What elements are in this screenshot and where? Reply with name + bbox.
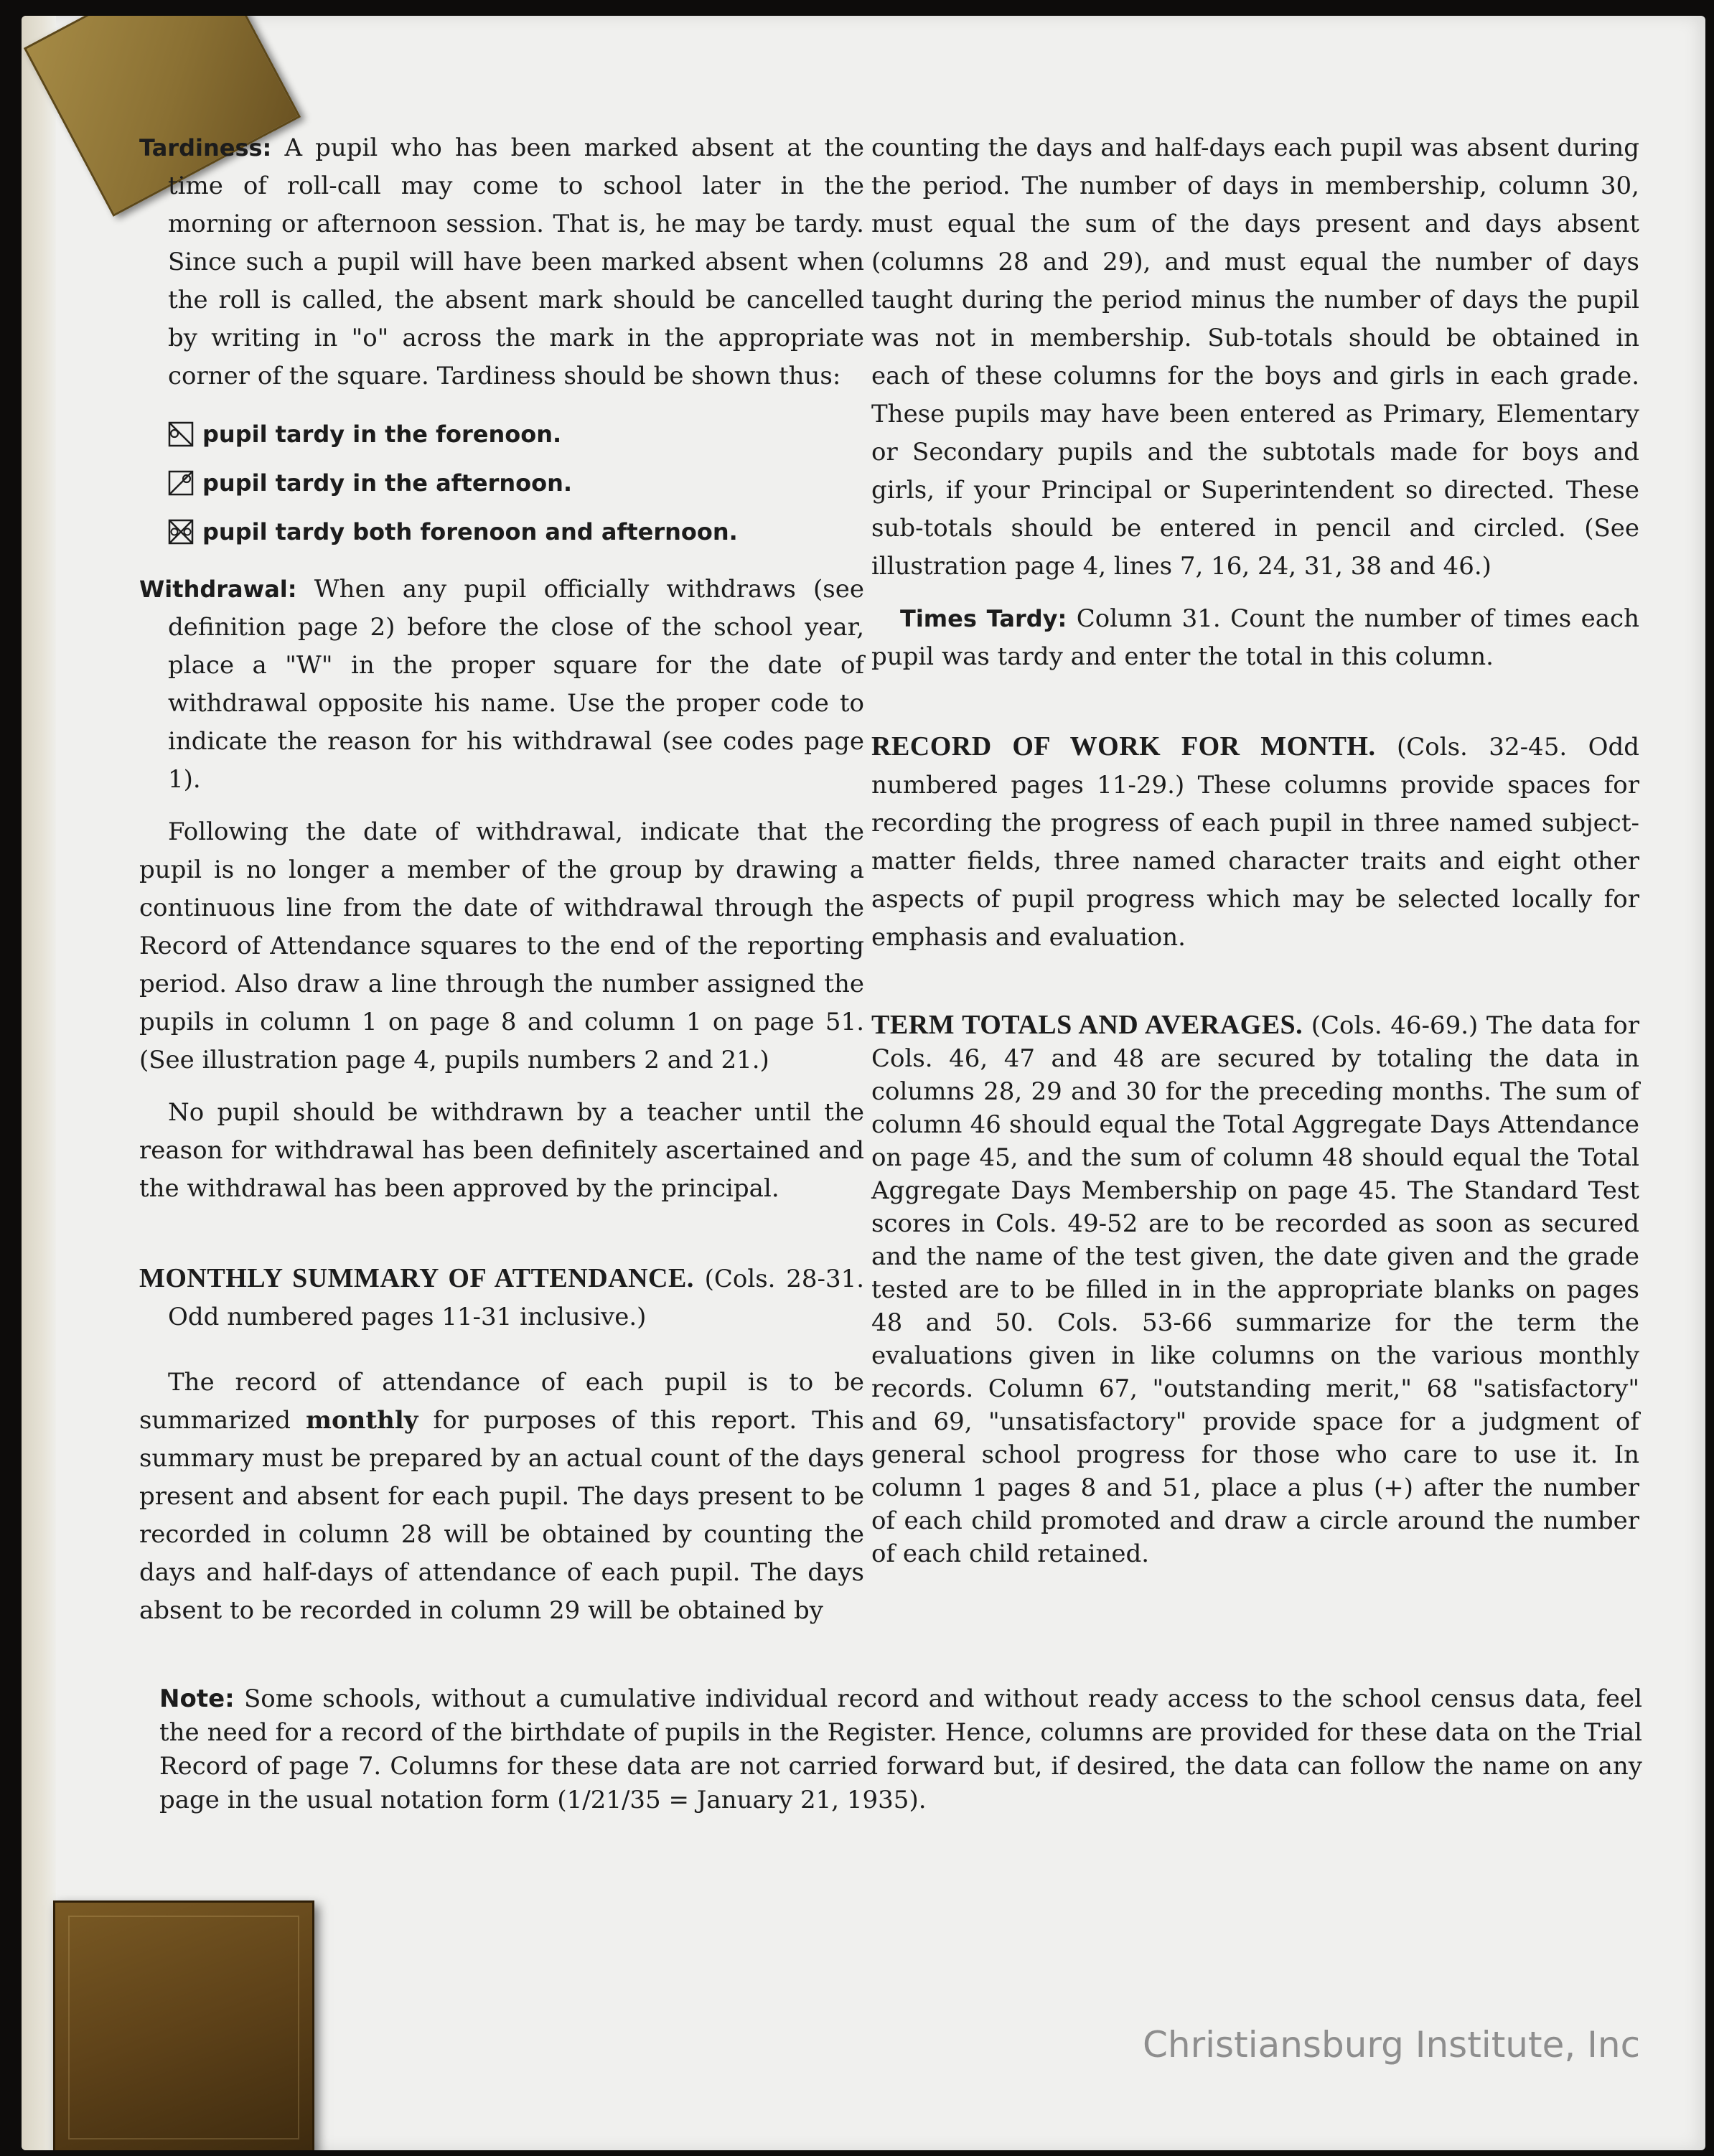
term-totals-text: (Cols. 46-69.) The data for Cols. 46, 47 and 48 are secured by totaling the data in columns 28, 29 and 30 for the preceding months. The sum of column 46 should equal the Total Aggregate Days Attendance on page 45, and the sum of column 48 should equal the Total Aggregate Days Membership on page 45. The Standard Test scores in Cols. 49-52 are to be recorded as soon as secured and the name of the test given, the date given and the grade tested are to be filled in in the appropriate blanks on pages 48 and 50. Cols. 53-66 summarize for the term the evaluations given in like columns on the various monthly records. Column 67, "outstanding merit," 68 "satisfactory" and 69, "unsatisfactory" provide space for a judgment of general school progress for those who care to use it. In column 1 pages 8 and 51, place a plus (+) after the number of each child promoted and draw a circle around the number of each child retained.: [871, 1011, 1639, 1568]
tardy-both-item: [168, 507, 864, 556]
monthly-summary-heading-paragraph: [139, 1260, 864, 1336]
watermark-text: Christiansburg Institute, Inc: [1143, 2024, 1641, 2066]
monthly-summary-text-after: for purposes of this report. This summary must be prepared by an actual count of the days present and absent for each pupil. The days present to be recorded in column 28 will be obtained by counting the days and half-days of attendance of each pupil. The days absent to be recorded in column 29 will be obtained by: [139, 1406, 864, 1625]
both-tardy-square-icon: [168, 519, 194, 545]
left-column: [139, 129, 864, 1630]
withdrawal-paragraph-2: Following the date of withdrawal, indicate that the pupil is no longer a member of the group by drawing a continuous line from the date of withdrawal through the Record of Attendance squares to the end of the reporting period. Also draw a line through the number assigned the pupils in column 1 on page 8 and column 1 on page 51. (See illustration page 4, pupils numbers 2 and 21.): [139, 817, 864, 1074]
note-label: Note:: [159, 1684, 235, 1713]
monthly-summary-heading: MONTHLY SUMMARY OF ATTENDANCE.: [139, 1263, 694, 1293]
tardiness-label: Tardiness:: [139, 134, 272, 161]
forenoon-tardy-square-icon: [168, 421, 194, 447]
note-paragraph: [159, 1682, 1642, 1817]
afternoon-tardy-square-icon: [168, 470, 194, 496]
record-of-work-heading: RECORD OF WORK FOR MONTH.: [871, 731, 1376, 761]
record-of-work-paragraph: [871, 728, 1639, 957]
withdrawal-paragraph: [139, 571, 864, 799]
tardy-afternoon-text: pupil tardy in the afternoon.: [202, 469, 573, 497]
monthly-summary-paragraph: [139, 1364, 864, 1630]
term-totals-heading: TERM TOTALS AND AVERAGES.: [871, 1010, 1303, 1040]
tardiness-text: A pupil who has been marked absent at the time of roll-call may come to school later in the morning or afternoon session. That is, he may be tardy. Since such a pupil will have been marked absent when the roll is called, the absent mark should be cancelled by writing in "o" across the mark in the appropriate corner of the square. Tardiness should be shown thus:: [168, 133, 864, 390]
bottom-binder-clip: [53, 1900, 314, 2150]
record-of-work-text: (Cols. 32-45. Odd numbered pages 11-29.) These columns provide spaces for recording the progress of each pupil in three named subject-matter fields, three named character traits and eight other aspects of pupil progress which may be selected locally for emphasis and evaluation.: [871, 733, 1639, 952]
withdrawal-label: Withdrawal:: [139, 576, 297, 603]
times-tardy-paragraph: [871, 600, 1639, 676]
tardy-both-text: pupil tardy both forenoon and afternoon.: [202, 518, 738, 545]
withdrawal-text: When any pupil officially withdraws (see definition page 2) before the close of the school year, place a "W" in the proper square for the date of withdrawal opposite his name. Use the proper code to indicate the reason for his withdrawal (see codes page 1).: [168, 575, 864, 794]
monthly-bold-word: monthly: [306, 1406, 418, 1435]
note-text: Some schools, without a cumulative individual record and without ready access to the school census data, feel the need for a record of the birthdate of pupils in the Register. Hence, columns are provided for these data on the Trial Record of page 7. Columns for these data are not carried forward but, if desired, the data can follow the name on any page in the usual notation form (1/21/35 = January 21, 1935).: [159, 1684, 1642, 1814]
monthly-summary-text-before: The record of attendance of each pupil is to be summarized: [139, 1368, 864, 1435]
monthly-summary-heading-rest: (Cols. 28-31. Odd numbered pages 11-31 inclusive.): [168, 1265, 865, 1331]
withdrawal-paragraph-3: No pupil should be withdrawn by a teacher until the reason for withdrawal has been definitely ascertained and the withdrawal has been approved by the principal.: [139, 1098, 864, 1203]
tardy-forenoon-text: pupil tardy in the forenoon.: [202, 421, 562, 448]
page-edge-strip: [22, 16, 56, 2150]
tardiness-paragraph: [139, 129, 864, 395]
tardy-afternoon-item: [168, 459, 864, 507]
times-tardy-label: Times Tardy:: [900, 605, 1067, 632]
times-tardy-text: Column 31. Count the number of times each pupil was tardy and enter the total in this column.: [871, 604, 1640, 671]
term-totals-paragraph: [871, 1008, 1639, 1570]
right-column: [871, 129, 1639, 1570]
continued-paragraph: counting the days and half-days each pupil was absent during the period. The number of days in membership, column 30, must equal the sum of the days present and days absent (columns 28 and 29), and must equal the number of days taught during the period minus the number of days the pupil was not in membership. Sub-totals should be obtained in each of these columns for the boys and girls in each grade. These pupils may have been entered as Primary, Elementary or Secondary pupils and the subtotals made for boys and girls, if your Principal or Superintendent so directed. These sub-totals should be entered in pencil and circled. (See illustration page 4, lines 7, 16, 24, 31, 38 and 46.): [871, 133, 1639, 581]
tardy-forenoon-item: [168, 410, 864, 459]
